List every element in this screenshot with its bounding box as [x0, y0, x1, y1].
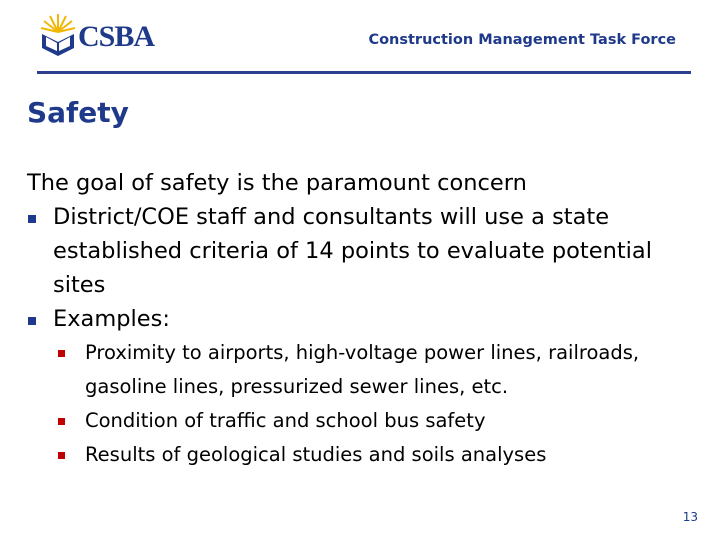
- sub-bullet-item: [58, 404, 697, 438]
- sub-bullet-text: Condition of traffic and school bus safety: [85, 409, 486, 432]
- slide-title: Safety: [27, 96, 129, 129]
- square-bullet-icon: [58, 452, 65, 459]
- slide-content: [27, 166, 697, 472]
- sub-bullet-item: [58, 438, 697, 472]
- header-divider: [37, 71, 691, 74]
- lead-text: The goal of safety is the paramount concern: [27, 170, 527, 196]
- bullet-text: District/COE staff and consultants will use a state established criteria of 14 points to evaluate potential sites: [53, 204, 652, 298]
- bullet-text: Examples:: [53, 306, 170, 332]
- square-bullet-icon: [58, 418, 65, 425]
- square-bullet-icon: [28, 215, 36, 223]
- bullet-item: [27, 200, 697, 302]
- bullet-item: [27, 302, 697, 336]
- header-title: Construction Management Task Force: [368, 32, 676, 48]
- sub-bullet-text: Results of geological studies and soils analyses: [85, 443, 547, 466]
- sub-bullet-text: Proximity to airports, high-voltage power lines, railroads, gasoline lines, pressurized sewer lines, etc.: [85, 341, 640, 398]
- page-number: 13: [682, 510, 698, 524]
- sub-bullet-item: [58, 336, 645, 404]
- logo-text: CSBA: [78, 20, 155, 53]
- square-bullet-icon: [28, 317, 36, 325]
- square-bullet-icon: [58, 350, 65, 357]
